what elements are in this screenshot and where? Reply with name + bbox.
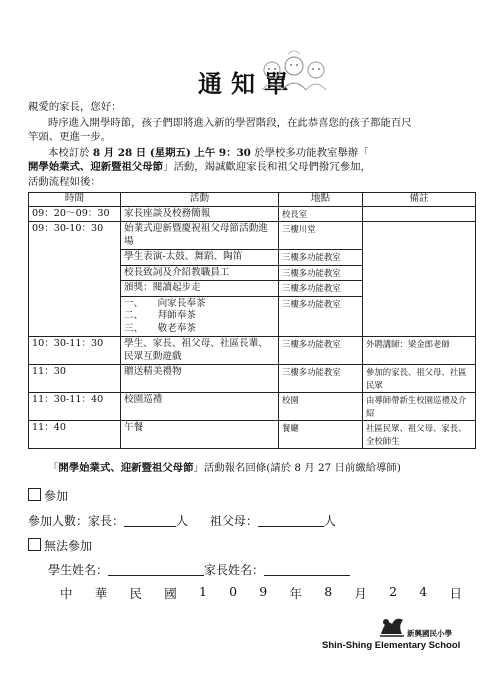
date-char: 中 [60, 586, 73, 601]
greeting: 親愛的家長，您好： [28, 101, 122, 113]
cell-activity: 家長座談及校務簡報 [121, 206, 279, 222]
cell-activity: 校長致詞及介紹教職員工 [121, 265, 279, 281]
table-row [29, 337, 476, 365]
cell-note: 由導師帶新生校園巡禮及介紹 [363, 393, 476, 421]
date-char: 0 [229, 584, 238, 599]
reply-title [48, 461, 401, 475]
attend-checkbox[interactable] [28, 488, 41, 501]
date-char: 1 [198, 584, 207, 599]
cell-time: 11：30 [29, 365, 121, 393]
date-char: 2 [389, 584, 398, 599]
decline-label: 無法參加 [44, 539, 93, 553]
intro-line-2: 竿頭、更進一步。 [28, 131, 112, 143]
table-row [29, 393, 476, 421]
date-char: 9 [259, 584, 268, 599]
parent-name-label: 家長姓名： [204, 563, 265, 577]
event-datetime: 8 月 28 日 (星期五) 上午 9：30 [92, 147, 251, 159]
event-name: 開學始業式、迎新暨祖父母節 [28, 161, 164, 173]
cell-place: 三樓多功能教室 [279, 296, 363, 337]
date-char: 8 [324, 584, 333, 599]
event-suffix: 於學校多功能教室舉辦「 [254, 147, 369, 159]
cell-time: 11：40 [29, 421, 121, 449]
reply-title-open: 「 [48, 462, 59, 474]
cell-note: 參加的家長、祖父母、社區民眾 [363, 365, 476, 393]
cell-time: 10：30-11：30 [29, 337, 121, 365]
schedule-intro: 活動流程如後： [28, 176, 101, 188]
cell-activity: 午餐 [121, 421, 279, 449]
cell-note [363, 206, 476, 222]
date-char: 國 [164, 586, 177, 601]
date-char: 日 [449, 586, 462, 601]
event-prefix: 本校訂於 [48, 147, 90, 159]
event-line [48, 146, 369, 160]
cell-place: 校長室 [279, 206, 363, 222]
names-line [48, 563, 350, 577]
parent-name-field[interactable] [264, 563, 350, 576]
intro-line-1: 時序進入開學時節，孩子們即將進入新的學習階段，在此恭喜您的孩子都能百尺 [48, 117, 412, 129]
count-label: 參加人數：家長： [28, 514, 125, 528]
cell-place: 三樓多功能教室 [279, 281, 363, 297]
school-name-zh: 新興國民小學 [407, 629, 452, 638]
attend-option[interactable] [28, 488, 68, 503]
student-name-label: 學生姓名： [48, 563, 109, 577]
school-logo-icon [378, 614, 406, 638]
header-note: 備註 [363, 193, 476, 207]
cell-activity: 一、 向家長奉茶 二、 拜師奉茶 三、 敬老奉茶 [121, 296, 279, 337]
date-char: 年 [289, 586, 302, 601]
cell-time: 09：20～09：30 [29, 206, 121, 222]
header-activity: 活動 [121, 193, 279, 207]
cell-activity: 學生表演-太鼓、舞蹈、陶笛 [121, 250, 279, 266]
cell-place: 三樓川堂 [279, 222, 363, 250]
cell-activity: 贈送精美禮物 [121, 365, 279, 393]
cell-time: 11：30-11：40 [29, 393, 121, 421]
cell-activity: 始業式迎新暨慶祝祖父母節活動進場 [121, 222, 279, 250]
issue-date [60, 584, 462, 602]
unit-person: 人 [176, 514, 189, 528]
cell-place: 三樓多功能教室 [279, 337, 363, 365]
reply-title-rest: 」活動報名回條(請於 8 月 27 日前繳給導師) [193, 462, 401, 474]
grandparent-label: 祖父母： [209, 514, 258, 528]
school-name-en: Shin-Shing Elementary School [322, 640, 461, 651]
table-row [29, 365, 476, 393]
attendee-count-line [28, 514, 336, 528]
event-name-line [28, 160, 371, 174]
cell-time: 09：30-10：30 [29, 222, 121, 337]
date-char: 月 [354, 586, 367, 601]
reply-event-name: 開學始業式、迎新暨祖父母節 [58, 462, 194, 474]
table-row [29, 222, 476, 250]
grandparent-count-field[interactable] [258, 514, 324, 527]
student-name-field[interactable] [108, 563, 204, 576]
schedule-header-row [29, 193, 476, 207]
cell-place: 餐廳 [279, 421, 363, 449]
cell-place: 三樓多功能教室 [279, 250, 363, 266]
table-row [29, 421, 476, 449]
cell-activity: 學生、家長、祖父母、社區長輩、民眾互動遊戲 [121, 337, 279, 365]
unit-person-2: 人 [323, 514, 336, 528]
attend-label: 參加 [44, 489, 69, 503]
cell-note: 社區民眾、祖父母、家長、全校師生 [363, 421, 476, 449]
event-invite: 」活動，竭誠歡迎家長和祖父母們撥冗參加， [163, 161, 371, 173]
cell-place: 校園 [279, 393, 363, 421]
date-char: 民 [129, 586, 142, 601]
header-time: 時間 [29, 193, 121, 207]
date-char: 華 [94, 586, 108, 601]
cell-activity: 頒獎：閱讀起步走 [121, 281, 279, 297]
parent-count-field[interactable] [124, 514, 176, 527]
decline-checkbox[interactable] [28, 538, 41, 551]
cell-place: 三樓多功能教室 [279, 265, 363, 281]
header-place: 地點 [279, 193, 363, 207]
family-illustration-icon [258, 48, 330, 92]
cell-activity: 校園巡禮 [121, 393, 279, 421]
notice-title: 通知單 [198, 70, 297, 98]
table-row [29, 206, 476, 222]
cell-note: 外聘講師：梁金郎老師 [363, 337, 476, 365]
schedule-table [28, 192, 476, 449]
cell-place: 三樓多功能教室 [279, 365, 363, 393]
date-char: 4 [419, 584, 428, 599]
cell-note [363, 222, 476, 337]
decline-option[interactable] [28, 538, 92, 553]
